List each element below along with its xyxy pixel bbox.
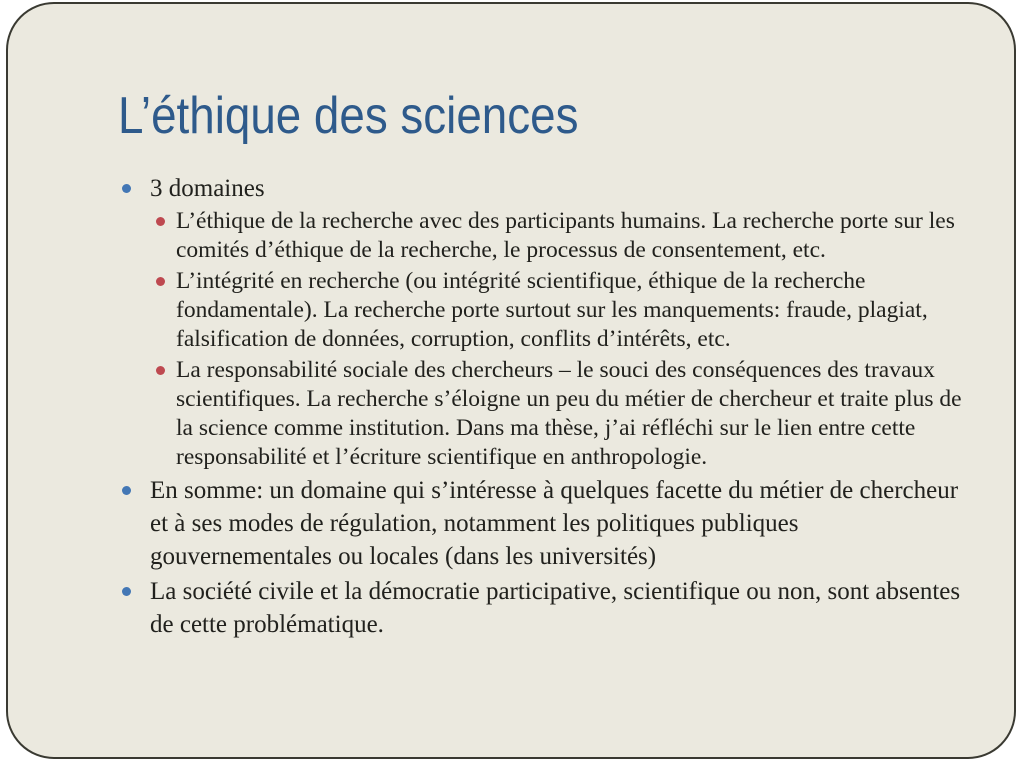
- bullet-marker-blue: [122, 486, 131, 495]
- bullet-marker-blue: [122, 184, 131, 193]
- bullet-text: En somme: un domaine qui s’intéresse à quelques facette du métier de chercheur et à ses modes de régulation, notamment les politiques publiques gouvernementales ou locales (dans les universités): [150, 477, 959, 570]
- bullet-item-level1: [8, 172, 1018, 205]
- bullet-marker-blue: [122, 587, 131, 596]
- bullet-item-level1: [8, 575, 1018, 641]
- bullet-item-level1: [8, 474, 1018, 573]
- bullet-text: La responsabilité sociale des chercheurs – le souci des conséquences des travaux scientifiques. La recherche s’éloigne un peu du métier de chercheur et traite plus de la science comme institution. Dans ma thèse, j’ai réfléchi sur le lien entre cette responsabilité et l’écriture scientifique en anthropologie.: [176, 357, 962, 470]
- bullet-marker-red: [156, 217, 165, 226]
- bullet-item-level2: [8, 207, 1018, 265]
- slide-body: [8, 172, 1018, 643]
- slide-title: L’éthique des sciences: [118, 87, 579, 145]
- slide-frame: [6, 2, 1016, 759]
- bullet-text: La société civile et la démocratie participative, scientifique ou non, sont absentes de cette problématique.: [150, 578, 961, 638]
- bullet-text: L’éthique de la recherche avec des participants humains. La recherche porte sur les comités d’éthique de la recherche, le processus de consentement, etc.: [176, 208, 955, 263]
- bullet-marker-red: [156, 277, 165, 286]
- bullet-item-level2: [8, 267, 1018, 354]
- bullet-item-level2: [8, 356, 1018, 472]
- bullet-text: 3 domaines: [150, 175, 265, 202]
- bullet-marker-red: [156, 366, 165, 375]
- bullet-text: L’intégrité en recherche (ou intégrité scientifique, éthique de la recherche fondamentale). La recherche porte surtout sur les manquements: fraude, plagiat, falsification de données, corruption, conflits d’intérêts, etc.: [176, 268, 928, 352]
